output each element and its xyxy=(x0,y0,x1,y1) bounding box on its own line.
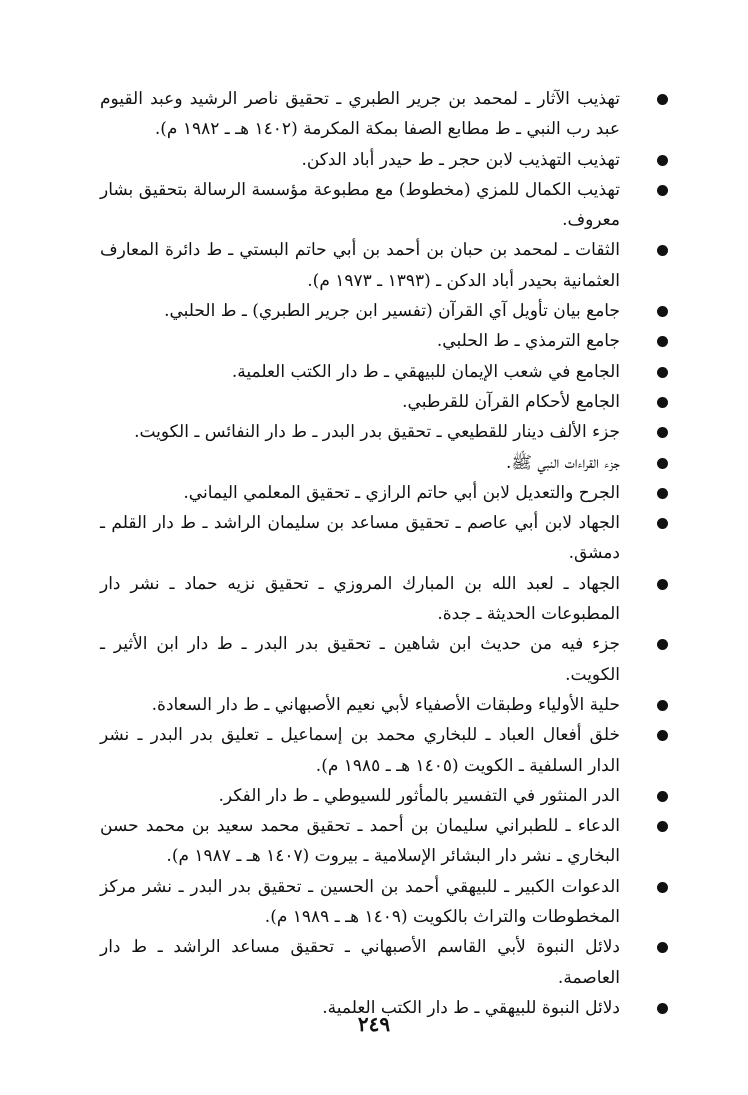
bibliography-entry xyxy=(100,387,668,417)
bibliography-entry xyxy=(100,357,668,387)
entry-text: تهذيب الكمال للمزي (مخطوط) مع مطبوعة مؤسسة الرسالة بتحقيق بشار معروف. xyxy=(100,179,620,231)
bibliography-entry xyxy=(100,145,668,175)
bullet-icon xyxy=(657,882,668,893)
bullet-icon xyxy=(657,700,668,711)
entry-text: دلائل النبوة لأبي القاسم الأصبهاني ـ تحقيق مساعد الراشد ـ ط دار العاصمة. xyxy=(100,937,620,988)
bullet-icon xyxy=(657,579,668,590)
bibliography-entry xyxy=(100,235,668,296)
bibliography-entry xyxy=(100,872,668,933)
bullet-icon xyxy=(657,639,668,650)
entry-text: الدعاء ـ للطبراني سليمان بن أحمد ـ تحقيق محمد سعيد بن محمد حسن البخاري ـ نشر دار البشائر الإسلامية ـ بيروت (١٤٠٧ هـ ـ ١٩٨٧ م). xyxy=(100,816,620,867)
bullet-icon xyxy=(657,155,668,166)
bibliography-entry xyxy=(100,448,668,478)
entry-text: جامع الترمذي ـ ط الحلبي. xyxy=(436,331,620,352)
bullet-icon xyxy=(657,518,668,529)
bullet-icon xyxy=(657,488,668,499)
bullet-icon xyxy=(657,397,668,408)
entry-text: الجهاد ـ لعبد الله بن المبارك المروزي ـ تحقيق نزيه حماد ـ نشر دار المطبوعات الحديثة ـ جدة. xyxy=(100,573,620,625)
bullet-icon xyxy=(657,730,668,741)
bibliography-entry xyxy=(100,175,668,236)
entry-text: الدعوات الكبير ـ للبيهقي أحمد بن الحسين ـ تحقيق بدر البدر ـ نشر مركز المخطوطات والتراث بالكويت (١٤٠٩ هـ ـ ١٩٨٩ م). xyxy=(100,876,620,928)
entry-text: تهذيب التهذيب لابن حجر ـ ط حيدر أباد الدكن. xyxy=(301,149,620,170)
bibliography-entry xyxy=(100,296,668,326)
bibliography-entry xyxy=(100,569,668,630)
entry-text: خلق أفعال العباد ـ للبخاري محمد بن إسماعيل ـ تعليق بدر البدر ـ نشر الدار السلفية ـ الكويت (١٤٠٥ هـ ـ ١٩٨٥ م). xyxy=(100,725,620,776)
entry-text: حلية الأولياء وطبقات الأصفياء لأبي نعيم الأصبهاني ـ ط دار السعادة. xyxy=(151,694,620,715)
entry-text: جزء الألف دينار للقطيعي ـ تحقيق بدر البدر ـ ط دار النفائس ـ الكويت. xyxy=(134,422,620,443)
bibliography-entry xyxy=(100,811,668,872)
bibliography-entry xyxy=(100,781,668,811)
entry-text: الجامع لأحكام القرآن للقرطبي. xyxy=(402,391,620,412)
bullet-icon xyxy=(657,245,668,256)
bullet-icon xyxy=(657,94,668,105)
entry-text: دلائل النبوة للبيهقي ـ ط دار الكتب العلمية. xyxy=(322,997,620,1018)
bullet-icon xyxy=(657,821,668,832)
entry-text: جزء فيه من حديث ابن شاهين ـ تحقيق بدر البدر ـ ط دار ابن الأثير ـ الكويت. xyxy=(100,634,620,685)
bibliography-entry xyxy=(100,932,668,993)
bullet-icon xyxy=(657,185,668,196)
bibliography-entry xyxy=(100,508,668,569)
bibliography-entry xyxy=(100,326,668,356)
bibliography-entry xyxy=(100,690,668,720)
entry-text: الجهاد لابن أبي عاصم ـ تحقيق مساعد بن سليمان الراشد ـ ط دار القلم ـ دمشق. xyxy=(100,513,620,564)
entry-text: جامع بيان تأويل آي القرآن (تفسير ابن جرير الطبري) ـ ط الحلبي. xyxy=(164,301,620,322)
bullet-icon xyxy=(657,458,668,469)
bibliography-list xyxy=(100,84,668,1023)
entry-text: تهذيب الآثار ـ لمحمد بن جرير الطبري ـ تحقيق ناصر الرشيد وعبد القيوم عبد رب النبي ـ ط مطابع الصفا بمكة المكرمة (١٤٠٢ هـ ـ ١٩٨٢ م). xyxy=(100,89,620,140)
entry-text: الثقات ـ لمحمد بن حبان بن أحمد بن أبي حاتم البستي ـ ط دائرة المعارف العثمانية بحيدر أباد الدكن ـ (١٣٩٣ ـ ١٩٧٣ م). xyxy=(100,240,620,291)
entry-text: الدر المنثور في التفسير بالمأثور للسيوطي ـ ط دار الفكر. xyxy=(218,785,620,806)
bullet-icon xyxy=(657,427,668,438)
bibliography-entry xyxy=(100,417,668,447)
bibliography-entry xyxy=(100,629,668,690)
entry-text: جزء القراءات النبي ﷺ. xyxy=(506,452,620,473)
bullet-icon xyxy=(657,942,668,953)
bullet-icon xyxy=(657,336,668,347)
page-number: ٢٤٩ xyxy=(357,1012,391,1036)
bibliography-entry xyxy=(100,720,668,781)
bibliography-entry xyxy=(100,478,668,508)
bullet-icon xyxy=(657,367,668,378)
bibliography-entry xyxy=(100,84,668,145)
bullet-icon xyxy=(657,306,668,317)
bullet-icon xyxy=(657,791,668,802)
entry-text: الجرح والتعديل لابن أبي حاتم الرازي ـ تحقيق المعلمي اليماني. xyxy=(183,482,620,503)
entry-text: الجامع في شعب الإيمان للبيهقي ـ ط دار الكتب العلمية. xyxy=(231,361,620,382)
